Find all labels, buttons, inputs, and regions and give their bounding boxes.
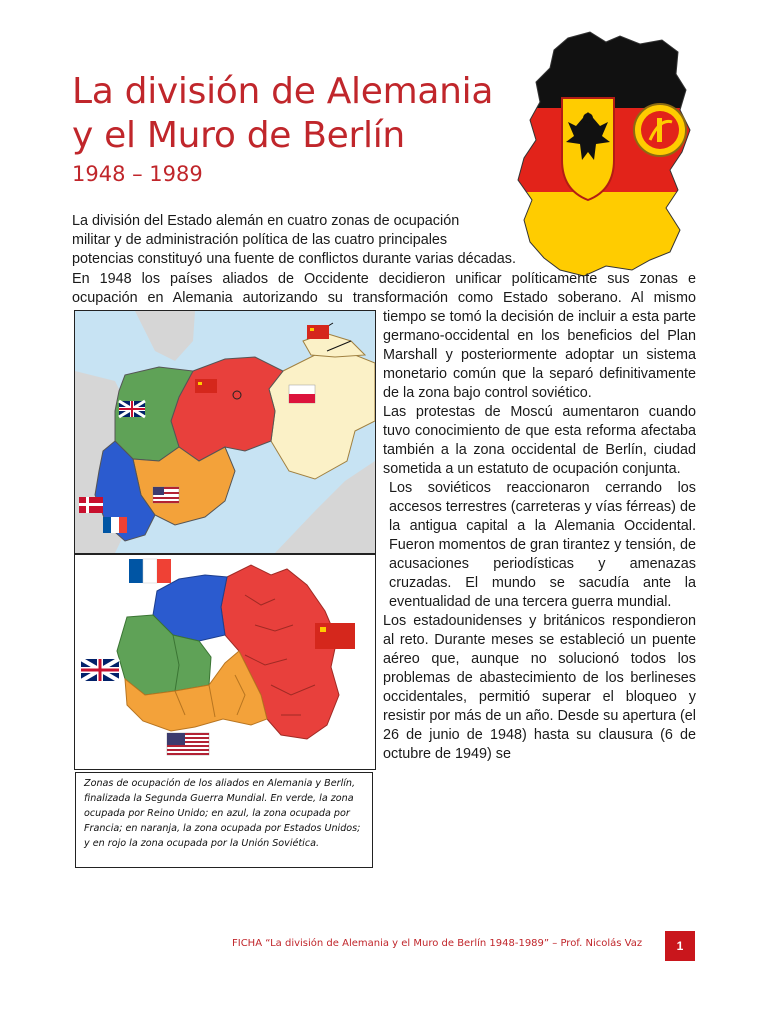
page-number-badge: 1 bbox=[665, 931, 695, 961]
column-paragraph-2: Las protestas de Moscú aumentaron cuando tuvo conocimiento de que esta reforma afectaba también a la zona occidental de Berlín, ciudad sometida a un estatuto de ocupación conjunta. bbox=[383, 404, 696, 477]
full-line-1: En 1948 los países aliados de Occidente decidieron unificar políticamente sus zonas e bbox=[72, 271, 696, 287]
france-flag-icon bbox=[103, 517, 127, 533]
usa-flag-icon bbox=[153, 487, 179, 503]
germany-zones-map bbox=[74, 310, 376, 554]
berlin-sectors-map bbox=[74, 554, 376, 770]
intro-line-3: potencias constituyó una fuente de conflictos durante varias décadas. bbox=[72, 251, 516, 267]
soviet-flag-icon bbox=[307, 325, 329, 339]
eagle-shield-icon bbox=[562, 98, 614, 200]
years-subtitle: 1948 – 1989 bbox=[72, 162, 203, 186]
page-title bbox=[72, 70, 493, 158]
column-paragraph-3: Los soviéticos reaccionaron cerrando los accesos terrestres (carreteras y vías férreas) de la antigua capital a la Alemania Occidental. Fueron momentos de gran tirantez y tensión, de acusaciones periodísticas y amenazas cruzadas. El mundo se sacudía ante la eventualidad de una tercera guerra mundial. bbox=[389, 480, 696, 610]
uk-flag-icon bbox=[119, 401, 145, 417]
soviet-flag-icon bbox=[315, 623, 355, 649]
intro-line-2: militar y de administración política de las cuatro principales bbox=[72, 232, 448, 248]
soviet-flag-icon bbox=[195, 379, 217, 393]
usa-flag-icon bbox=[167, 733, 209, 755]
intro-paragraph bbox=[72, 212, 542, 269]
column-paragraph-1: tiempo se tomó la decisión de incluir a esta parte germano-occidental en los beneficios del Plan Marshall y posteriormente adoptar un sistema monetario común que la separó definitivamente de la zona bajo control soviético. bbox=[383, 309, 696, 401]
right-column-text bbox=[383, 308, 696, 764]
map-caption: Zonas de ocupación de los aliados en Alemania y Berlín, finalizada la Segunda Guerra Mundial. En verde, la zona ocupada por Reino Unido; en azul, la zona ocupada por Francia; en naranja, la zona ocupada por Estados Unidos; y en rojo la zona ocupada por la Unión Soviética. bbox=[75, 772, 373, 868]
footer-text: FICHA “La división de Alemania y el Muro de Berlín 1948-1989” – Prof. Nicolás Vaz bbox=[232, 938, 643, 949]
france-flag-icon bbox=[129, 559, 171, 583]
denmark-flag-icon bbox=[79, 497, 103, 513]
title-line-1: La división de Alemania bbox=[72, 71, 494, 112]
full-width-paragraph bbox=[72, 270, 696, 308]
title-line-2: y el Muro de Berlín bbox=[72, 115, 405, 156]
gdr-emblem-icon bbox=[634, 104, 686, 156]
poland-flag-icon bbox=[289, 385, 315, 403]
full-line-2: ocupación en Alemania autorizando su transformación como Estado soberano. Al mismo bbox=[72, 290, 696, 306]
intro-line-1: La división del Estado alemán en cuatro zonas de ocupación bbox=[72, 213, 460, 229]
column-paragraph-4: Los estadounidenses y británicos respondieron al reto. Durante meses se estableció un puente aéreo que, aunque no solucionó todos los problemas de abastecimiento de los berlineses occidentales, permitió superar el bloqueo y resistir por más de un año. Desde su apertura (el 26 de junio de 1948) hasta su clausura (6 de octubre de 1949) se bbox=[383, 613, 696, 762]
uk-flag-icon bbox=[81, 659, 119, 681]
